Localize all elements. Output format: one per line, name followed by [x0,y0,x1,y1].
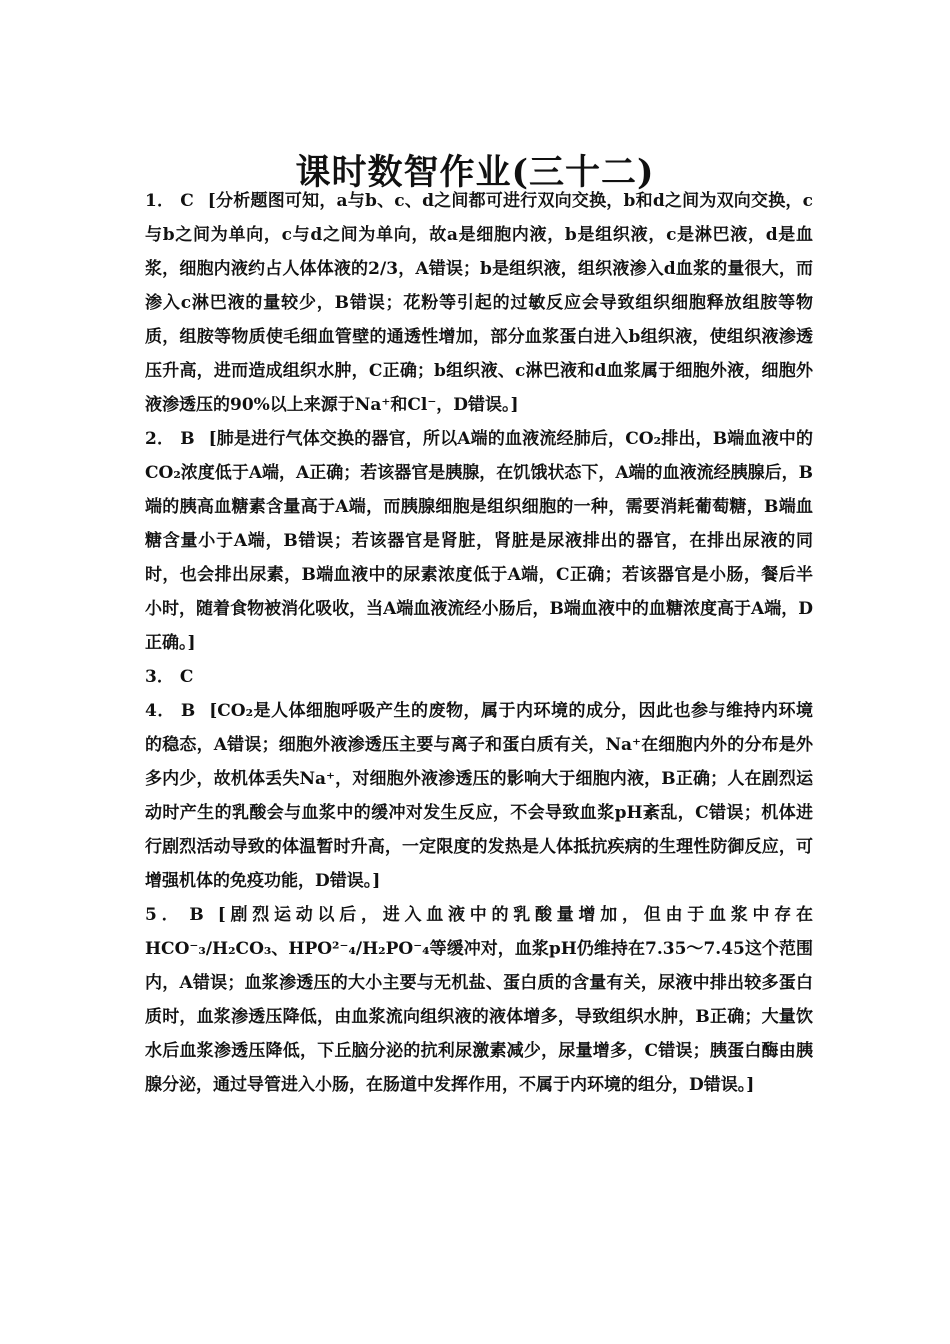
answer-explanation: [分析题图可知，a与b、c、d之间都可进行双向交换，b和d之间为双向交换，c与b之间为单向，c与d之间为单向，故a是细胞内液，b是组织液，c是淋巴液，d是血浆，细胞内液约占人体体液的2/3，A错误；b是组织液，组织液渗入d血浆的量很大，而渗入c淋巴液的量较少，B错误；花粉等引起的过敏反应会导致组织细胞释放组胺等物质，组胺等物质使毛细血管壁的通透性增加，部分血浆蛋白进入b组织液，使组织液渗透压升高，进而造成组织水肿，C正确；b组织液、c淋巴液和d血浆属于细胞外液，细胞外液渗透压的90%以上来源于Na⁺和Cl⁻，D错误。] [145,191,813,415]
answer-number: 1． [145,191,175,211]
answer-explanation: [CO₂是人体细胞呼吸产生的废物，属于内环境的成分，因此也参与维持内环境的稳态，A错误；细胞外液渗透压主要与离子和蛋白质有关，Na⁺在细胞内外的分布是外多内少，故机体丢失Na⁺，对细胞外液渗透压的影响大于细胞内液，B正确；人在剧烈运动时产生的乳酸会与血浆中的缓冲对发生反应，不会导致血浆pH紊乱，C错误；机体进行剧烈活动导致的体温暂时升高，一定限度的发热是人体抵抗疾病的生理性防御反应，可增强机体的免疫功能，D错误。] [145,701,813,891]
answer-choice: B [180,701,196,721]
answer-number: 2． [145,429,175,449]
answer-number: 3． [145,667,174,687]
answer-choice: C [180,191,194,211]
answer-choice: C [179,667,194,687]
answer-number: 5． [145,905,184,925]
answer-item-4 [145,694,813,898]
answer-item-2 [145,422,813,660]
answer-choice: B [189,905,204,925]
answer-choice: B [180,429,195,449]
page-title: 课时数智作业(三十二) [295,152,655,194]
answer-explanation: [肺是进行气体交换的器官，所以A端的血液流经肺后，CO₂排出，B端血液中的CO₂浓度低于A端，A正确；若该器官是胰腺，在饥饿状态下，A端的血液流经胰腺后，B端的胰高血糖素含量高于A端，而胰腺细胞是组织细胞的一种，需要消耗葡萄糖，B端血糖含量小于A端，B错误；若该器官是肾脏，肾脏是尿液排出的器官，在排出尿液的同时，也会排出尿素，B端血液中的尿素浓度低于A端，C正确；若该器官是小肠，餐后半小时，随着食物被消化吸收，当A端血液流经小肠后，B端血液中的血糖浓度高于A端，D正确。] [145,429,813,653]
answer-item-3 [145,660,813,694]
answer-number: 4． [145,701,175,721]
answer-item-5 [145,898,813,1102]
answer-explanation: [剧烈运动以后，进入血液中的乳酸量增加，但由于血浆中存在HCO⁻₃/H₂CO₃、HPO²⁻₄/H₂PO⁻₄等缓冲对，血浆pH仍维持在7.35～7.45这个范围内，A错误；血浆渗透压的大小主要与无机盐、蛋白质的含量有关，尿液中排出较多蛋白质时，血浆渗透压降低，由血浆流向组织液的液体增多，导致组织水肿，B正确；大量饮水后血浆渗透压降低，下丘脑分泌的抗利尿激素减少，尿量增多，C错误；胰蛋白酶由胰腺分泌，通过导管进入小肠，在肠道中发挥作用，不属于内环境的组分，D错误。] [145,905,813,1095]
answer-item-1 [145,184,813,422]
answer-list [145,184,813,1102]
